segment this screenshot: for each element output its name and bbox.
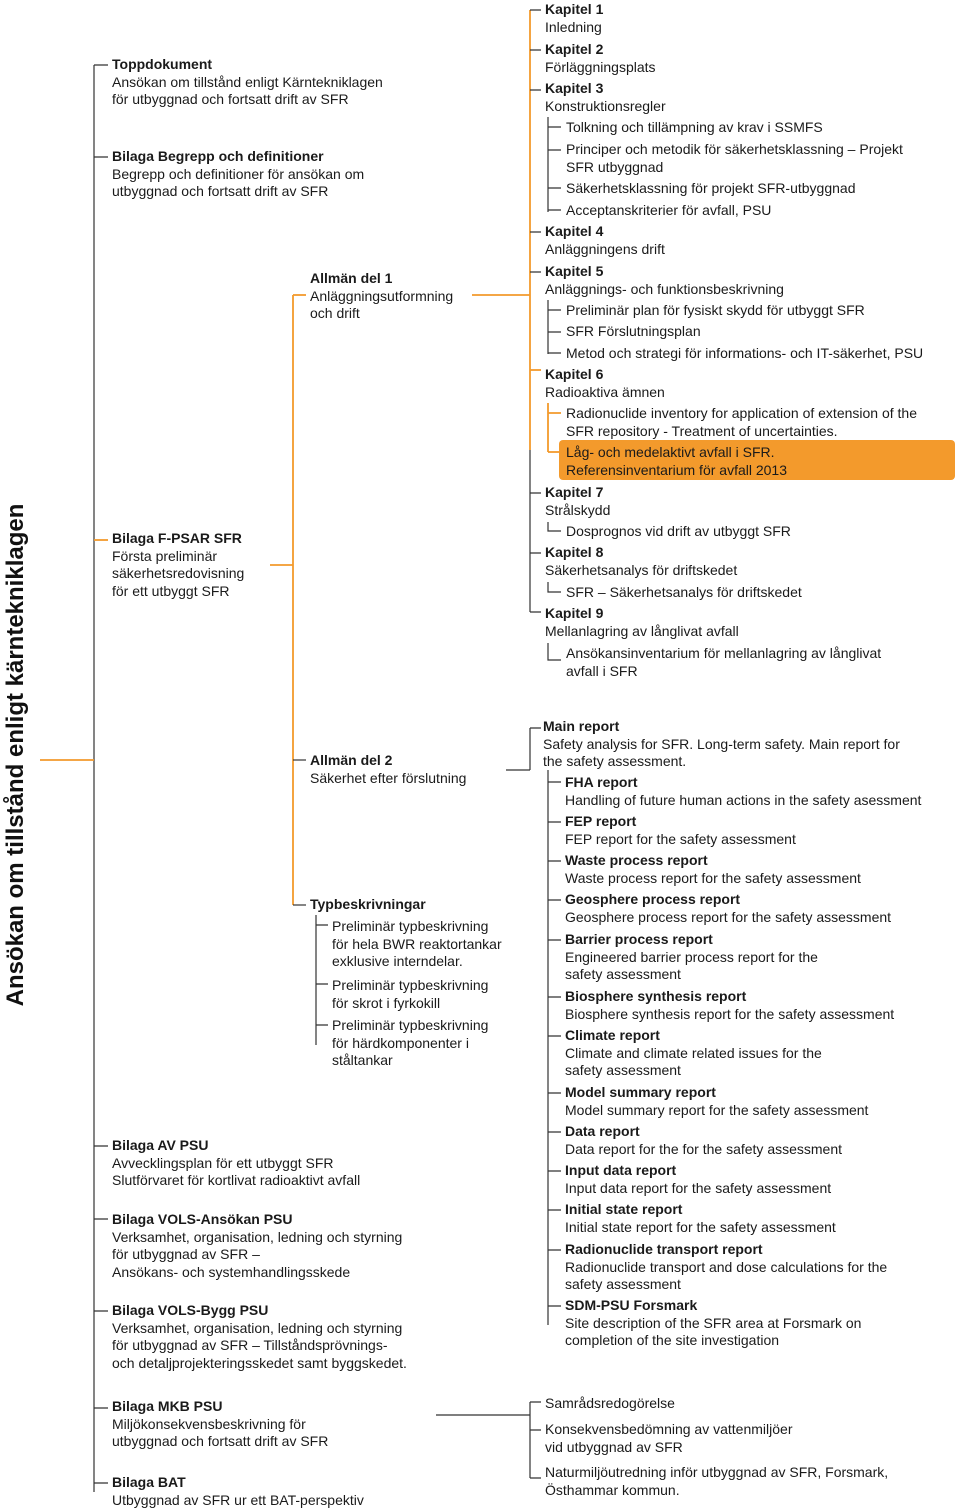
- item-line: SFR – Säkerhetsanalys för driftskedet: [566, 584, 802, 600]
- subreport-title: Data report: [565, 1123, 640, 1139]
- chapter-item: [566, 119, 823, 137]
- chapter-1: [545, 1, 603, 36]
- chapter-item: [566, 180, 855, 198]
- subreport: [565, 1084, 868, 1119]
- subreport-line: Waste process report for the safety assessment: [565, 869, 861, 886]
- block-title: Bilaga MKB PSU: [112, 1398, 223, 1414]
- item-line: Preliminär typbeskrivning: [332, 1017, 489, 1033]
- block-line: Avvecklingsplan för ett utbyggt SFR: [112, 1154, 334, 1171]
- allman-del-2-block: [310, 752, 466, 787]
- chapter-subtitle: Konstruktionsregler: [545, 97, 666, 114]
- item-line: Naturmiljöutredning inför utbyggnad av SFR, Forsmark,: [545, 1464, 889, 1480]
- block-line: säkerhetsredovisning: [112, 565, 245, 582]
- subreport-line: Handling of future human actions in the safety asessment: [565, 791, 922, 808]
- block-title: Bilaga VOLS-Ansökan PSU: [112, 1211, 293, 1227]
- bottom-item: [545, 1395, 675, 1413]
- block-line: utbyggnad och fortsatt drift av SFR: [112, 1433, 329, 1450]
- subreport-title: Radionuclide transport report: [565, 1241, 763, 1257]
- item-line: Låg- och medelaktivt avfall i SFR.: [566, 444, 775, 460]
- chapter-title: Kapitel 8: [545, 544, 604, 560]
- subreport-title: Input data report: [565, 1162, 677, 1178]
- item-line: Ansökansinventarium för mellanlagring av långlivat: [566, 645, 882, 661]
- subreport-title: SDM-PSU Forsmark: [565, 1297, 698, 1313]
- chapter-subtitle: Förläggningsplats: [545, 58, 656, 75]
- item-line: SFR utbyggnad: [566, 158, 664, 175]
- subreport-line: Radionuclide transport and dose calculations for the: [565, 1258, 888, 1275]
- item-line: SFR Förslutningsplan: [566, 323, 701, 339]
- chapter-item: [566, 302, 865, 320]
- subreport: [565, 1162, 831, 1197]
- block-title: Bilaga BAT: [112, 1474, 186, 1490]
- chapter-item: [566, 323, 701, 341]
- subreport-title: Climate report: [565, 1027, 660, 1043]
- block-line: för ett utbyggt SFR: [112, 582, 230, 599]
- mkb-psu-block: [112, 1398, 328, 1451]
- block-line: Anläggningsutformning: [310, 287, 454, 304]
- block-title: Bilaga F-PSAR SFR: [112, 530, 242, 546]
- chapter-5: [545, 263, 784, 298]
- subreport: [565, 931, 818, 984]
- subreport: [565, 852, 861, 887]
- av-psu-block: [112, 1137, 360, 1190]
- item-line: vid utbyggnad av SFR: [545, 1438, 683, 1455]
- allman-del-1-block: [310, 270, 453, 323]
- chapter-item: [566, 523, 791, 541]
- subreport-title: Initial state report: [565, 1201, 683, 1217]
- block-title: Bilaga AV PSU: [112, 1137, 209, 1153]
- block-line: Verksamhet, organisation, ledning och styrning: [112, 1319, 403, 1336]
- item-line: Metod och strategi för informations- och IT-säkerhet, PSU: [566, 345, 924, 361]
- subreport-line: Input data report for the safety assessment: [565, 1179, 832, 1196]
- chapter-subtitle: Anläggnings- och funktionsbeskrivning: [545, 280, 784, 297]
- chapter-item: [566, 202, 771, 220]
- chapter-7: [545, 484, 610, 519]
- chapter-4: [545, 223, 665, 258]
- item-line: exklusive interndelar.: [332, 953, 463, 970]
- block-line: Slutförvaret för kortlivat radioaktivt avfall: [112, 1172, 361, 1189]
- item-line: Tolkning och tillämpning av krav i SSMFS: [566, 119, 823, 135]
- side-title: Ansökan om tillstånd enligt kärntekniklagen: [2, 503, 29, 1007]
- item-line: Preliminär plan för fysiskt skydd för utbyggt SFR: [566, 302, 865, 318]
- chapter-8: [545, 544, 737, 579]
- block-title: Allmän del 2: [310, 752, 393, 768]
- block-line: Miljökonsekvensbeskrivning för: [112, 1415, 306, 1432]
- chapter-title: Kapitel 6: [545, 366, 604, 382]
- block-line: och detaljprojekteringsskedet samt byggskedet.: [112, 1354, 407, 1371]
- typbeskrivningar-title: [310, 896, 426, 914]
- chapter-subtitle: Säkerhetsanalys för driftskedet: [545, 561, 738, 578]
- subreport-line: Biosphere synthesis report for the safety assessment: [565, 1005, 895, 1022]
- item-line: för skrot i fyrkokill: [332, 994, 441, 1011]
- block-title: Toppdokument: [112, 56, 213, 72]
- vols-bygg-block: [112, 1302, 407, 1372]
- block-line: för utbyggnad av SFR – Tillståndsprövnings-: [112, 1337, 388, 1354]
- bat-block: [112, 1474, 364, 1509]
- chapter-subtitle: Anläggningens drift: [545, 240, 665, 257]
- chapter-6: [545, 366, 665, 401]
- chapter-title: Kapitel 3: [545, 80, 604, 96]
- subreport-title: Model summary report: [565, 1084, 716, 1100]
- subreport-title: Barrier process report: [565, 931, 713, 947]
- main-report-block: [543, 718, 900, 771]
- subreport: [565, 988, 894, 1023]
- chapter-item: [566, 645, 881, 680]
- vols-ansokan-block: [112, 1211, 402, 1281]
- item-line: avfall i SFR: [566, 662, 638, 679]
- subreport-line: safety assessment: [565, 1276, 681, 1293]
- block-title: Bilaga VOLS-Bygg PSU: [112, 1302, 269, 1318]
- item-line: Principer och metodik för säkerhetsklassning – Projekt: [566, 141, 903, 157]
- block-line: och drift: [310, 305, 360, 322]
- typ-item: [332, 977, 488, 1012]
- item-line: Referensinventarium för avfall 2013: [566, 461, 788, 478]
- block-line: för utbyggnad av SFR –: [112, 1246, 260, 1263]
- item-line: ståltankar: [332, 1052, 393, 1069]
- chapter-9: [545, 605, 739, 640]
- item-line: Östhammar kommun.: [545, 1481, 680, 1498]
- begrepp-block: [112, 148, 364, 201]
- item-line: Konsekvensbedömning av vattenmiljöer: [545, 1421, 793, 1437]
- subreport-line: completion of the site investigation: [565, 1332, 780, 1349]
- subreport: [565, 774, 921, 809]
- item-line: Preliminär typbeskrivning: [332, 918, 489, 934]
- block-line: för utbyggnad och fortsatt drift av SFR: [112, 91, 349, 108]
- subreport-line: Geosphere process report for the safety assessment: [565, 908, 892, 925]
- chapter-subtitle: Radioaktiva ämnen: [545, 383, 665, 400]
- chapter-item: [566, 345, 923, 363]
- bottom-item: [545, 1421, 792, 1456]
- subreport-line: safety assessment: [565, 966, 681, 983]
- subreport-title: FHA report: [565, 774, 638, 790]
- item-line: Acceptanskriterier för avfall, PSU: [566, 202, 772, 218]
- subreport-line: Initial state report for the safety assessment: [565, 1218, 836, 1235]
- subreport-line: Data report for the for the safety assessment: [565, 1140, 843, 1157]
- block-line: Ansökans- och systemhandlingsskede: [112, 1263, 351, 1280]
- subreport-line: Model summary report for the safety assessment: [565, 1101, 869, 1118]
- chapter-2: [545, 41, 656, 76]
- item-line: Radionuclide inventory for application of extension of the: [566, 405, 917, 421]
- block-line: Säkerhet efter förslutning: [310, 769, 467, 786]
- chapter-title: Kapitel 4: [545, 223, 604, 239]
- chapter-title: Kapitel 5: [545, 263, 604, 279]
- item-line: för härdkomponenter i: [332, 1034, 469, 1051]
- fpsar-block: [112, 530, 244, 600]
- item-line: Säkerhetsklassning för projekt SFR-utbyggnad: [566, 180, 856, 196]
- block-line: utbyggnad och fortsatt drift av SFR: [112, 183, 329, 200]
- subreport-line: Climate and climate related issues for the: [565, 1044, 822, 1061]
- block-line: Första preliminär: [112, 547, 218, 564]
- main-report-title: Main report: [543, 718, 620, 734]
- item-line: SFR repository - Treatment of uncertainties.: [566, 422, 838, 439]
- block-title: Bilaga Begrepp och definitioner: [112, 148, 324, 164]
- item-line: Dosprognos vid drift av utbyggt SFR: [566, 523, 791, 539]
- typ-item: [332, 918, 502, 971]
- chapter-title: Kapitel 1: [545, 1, 604, 17]
- toppdokument-block: [112, 56, 383, 109]
- subreport-title: Geosphere process report: [565, 891, 741, 907]
- subreport-line: Engineered barrier process report for the: [565, 948, 818, 965]
- subreport-line: safety assessment: [565, 1062, 681, 1079]
- item-line: för hela BWR reaktortankar: [332, 935, 502, 952]
- chapter-subtitle: Inledning: [545, 18, 602, 35]
- chapter-item-highlighted: [566, 444, 787, 479]
- subreport: [565, 891, 891, 926]
- chapter-item: [566, 141, 903, 176]
- bottom-item: [545, 1464, 888, 1499]
- subreport: [565, 1241, 887, 1294]
- subreport: [565, 813, 796, 848]
- subreport-line: FEP report for the safety assessment: [565, 830, 796, 847]
- chapter-title: Kapitel 7: [545, 484, 604, 500]
- chapter-title: Kapitel 2: [545, 41, 604, 57]
- item-line: Samrådsredogörelse: [545, 1395, 675, 1411]
- main-report-line: the safety assessment.: [543, 753, 687, 770]
- main-report-line: Safety analysis for SFR. Long-term safety. Main report for: [543, 735, 900, 752]
- chapter-item: [566, 405, 917, 440]
- block-line: Begrepp och definitioner för ansökan om: [112, 165, 365, 182]
- chapter-item: [566, 584, 802, 602]
- block-title: Allmän del 1: [310, 270, 393, 286]
- block-line: Utbyggnad av SFR ur ett BAT-perspektiv: [112, 1491, 364, 1508]
- block-line: Ansökan om tillstånd enligt Kärntekniklagen: [112, 73, 383, 90]
- chapter-subtitle: Strålskydd: [545, 501, 611, 518]
- subreport: [565, 1201, 836, 1236]
- subreport-line: Site description of the SFR area at Forsmark on: [565, 1314, 862, 1331]
- subreport-title: Biosphere synthesis report: [565, 988, 747, 1004]
- subreport: [565, 1027, 822, 1080]
- chapter-subtitle: Mellanlagring av långlivat avfall: [545, 622, 739, 639]
- typ-item: [332, 1017, 488, 1070]
- chapter-3: [545, 80, 666, 115]
- block-title: Typbeskrivningar: [310, 896, 426, 912]
- item-line: Preliminär typbeskrivning: [332, 977, 489, 993]
- block-line: Verksamhet, organisation, ledning och styrning: [112, 1228, 403, 1245]
- subreport: [565, 1297, 861, 1350]
- subreport-title: Waste process report: [565, 852, 708, 868]
- subreport-title: FEP report: [565, 813, 637, 829]
- chapter-title: Kapitel 9: [545, 605, 604, 621]
- subreport: [565, 1123, 842, 1158]
